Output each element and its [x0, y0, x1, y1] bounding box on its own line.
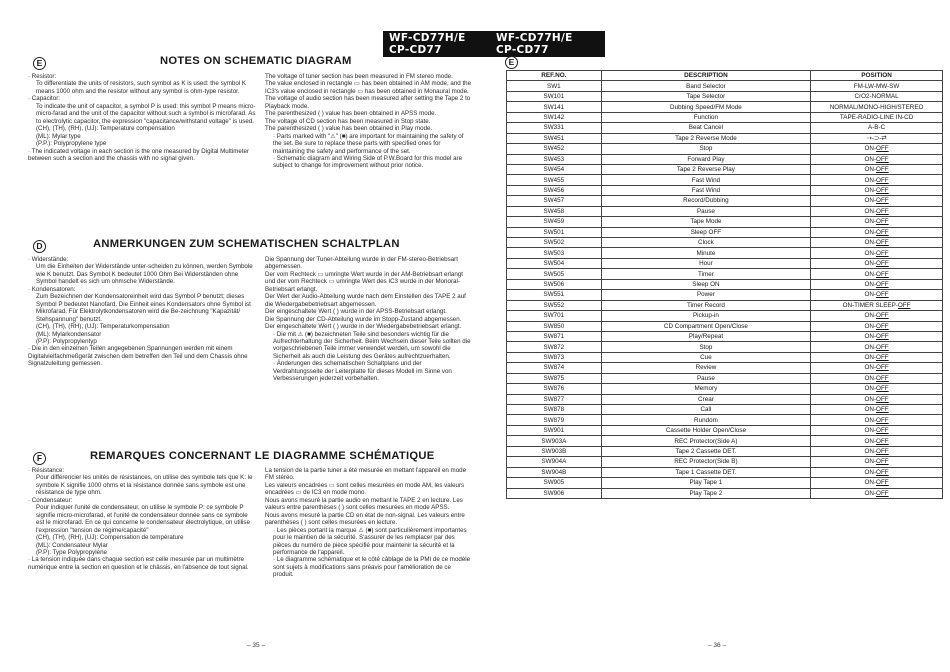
cell-position: ⇢-⊃-⇄: [811, 133, 943, 143]
cell-position: ON-OFF: [811, 352, 943, 362]
model-name: CP-CD77: [389, 43, 442, 56]
table-row: [507, 217, 943, 227]
cell-ref: SW701: [507, 311, 602, 321]
cell-description: Minute: [601, 248, 810, 258]
cell-ref: SW877: [507, 394, 602, 404]
cell-position: ON-OFF: [811, 227, 943, 237]
cell-ref: SW506: [507, 279, 602, 289]
language-badge-english: E: [33, 57, 46, 70]
cell-description: Pickup-in: [601, 311, 810, 321]
section-title-french: REMARQUES CONCERNANT LE DIAGRAMME SCHÉMATIQUE: [90, 450, 435, 462]
cell-position: ON-OFF: [811, 206, 943, 216]
cell-description: Sleep ON: [601, 279, 810, 289]
cell-description: Fast Wind: [601, 175, 810, 185]
section-title-german: ANMERKUNGEN ZUM SCHEMATISCHEN SCHALTPLAN: [93, 238, 400, 250]
column-header-position: POSITION: [811, 71, 943, 81]
cell-description: Stop: [601, 342, 810, 352]
table-row: [507, 488, 943, 498]
cell-position: A-B-C: [811, 123, 943, 133]
cell-description: Timer: [601, 269, 810, 279]
table-row: [507, 164, 943, 174]
table-row: [507, 112, 943, 122]
table-row: [507, 196, 943, 206]
cell-ref: SW874: [507, 363, 602, 373]
table-row: [507, 133, 943, 143]
cell-description: Function: [601, 112, 810, 122]
table-row: [507, 279, 943, 289]
cell-ref: SW904A: [507, 457, 602, 467]
cell-ref: SW457: [507, 196, 602, 206]
cell-description: Play Tape 1: [601, 478, 810, 488]
cell-description: Tape 2 Reverse Mode: [601, 133, 810, 143]
column-header-description: DESCRIPTION: [601, 71, 810, 81]
cell-position: ON-OFF: [811, 446, 943, 456]
cell-position: ON-OFF: [811, 425, 943, 435]
column-header-ref: REF.NO.: [507, 71, 602, 81]
model-name: WF-CD77H/E: [389, 32, 466, 44]
table-row: [507, 384, 943, 394]
switch-table: [506, 70, 943, 499]
cell-position: ON-OFF: [811, 154, 943, 164]
table-row: [507, 311, 943, 321]
cell-ref: SW454: [507, 164, 602, 174]
cell-description: Beat Cancel: [601, 123, 810, 133]
cell-ref: SW850: [507, 321, 602, 331]
table-row: [507, 238, 943, 248]
language-badge-french: F: [33, 452, 46, 465]
cell-ref: SW879: [507, 415, 602, 425]
language-badge-german: D: [33, 240, 46, 253]
model-name: CP-CD77: [496, 43, 549, 56]
cell-ref: SW459: [507, 217, 602, 227]
cell-position: ON-OFF: [811, 164, 943, 174]
cell-position: ON-OFF: [811, 405, 943, 415]
cell-description: Power: [601, 290, 810, 300]
cell-position: NORMAL/MONO-HIGH/STEREO: [811, 102, 943, 112]
cell-description: Cassette Holder Open/Close: [601, 425, 810, 435]
cell-description: Memory: [601, 384, 810, 394]
table-row: [507, 227, 943, 237]
cell-ref: SW875: [507, 373, 602, 383]
cell-ref: SW142: [507, 112, 602, 122]
cell-position: ON-OFF: [811, 467, 943, 477]
cell-ref: SW503: [507, 248, 602, 258]
cell-ref: SW904B: [507, 467, 602, 477]
language-badge-table: E: [505, 56, 518, 69]
cell-description: Tape 2 Cassette DET.: [601, 446, 810, 456]
table-row: [507, 478, 943, 488]
cell-ref: SW873: [507, 352, 602, 362]
table-row: [507, 425, 943, 435]
table-row: [507, 446, 943, 456]
cell-ref: SW905: [507, 478, 602, 488]
cell-ref: SW456: [507, 185, 602, 195]
notes-french-right: La tension de la partie tuner a été mesurée en mettant l'appareil en mode FM stéréo. Les valeurs encadrées ▭ sont celles mesurées en mode AM, les valeurs encadrées ▭ de IC3 en mode mono. Nous avons mesuré la partie audio en mettant le TAPE 2 en lecture. Les valeurs entre parenthèses ( ) sont celles mesurées en mode APSS. Nous avons mesuré la partie CD en état de non-signal. Les valeurs entre parenthèses ( ) sont celles mesurées en lecture. · Les pièces portant la marque ⚠ (■) sont particulièrement importantes pour le maintien de la sécurité. S'assurer de les remplacer par des pièces du numéro de pièce spécifié pour maintenir la sécurité et la performance de l'appareil. · Le diagramme schématique et le côté câblage de la PMI de ce modèle sont sujets à modifications sans préavis pour l'amélioration de ce produit.: [265, 467, 471, 579]
cell-position: ON-OFF: [811, 217, 943, 227]
cell-ref: SW452: [507, 144, 602, 154]
cell-position: TAPE-RADIO-LINE IN-CD: [811, 112, 943, 122]
table-row: [507, 206, 943, 216]
table-row: [507, 102, 943, 112]
cell-ref: SW502: [507, 238, 602, 248]
cell-position: ON-OFF: [811, 196, 943, 206]
cell-description: Sleep OFF: [601, 227, 810, 237]
table-row: [507, 248, 943, 258]
cell-position: ON-OFF: [811, 269, 943, 279]
cell-position: ON-OFF: [811, 363, 943, 373]
cell-description: Tape Mode: [601, 217, 810, 227]
notes-english-left: · Resistor: To differentiate the units of resistors, such symbol as K is used: the symbol K means 1000 ohm and the resistor without any symbol is ohm-type resistor. · Capacitor: To indicate the unit of capacitor, a symbol P is used: this symbol P means micro-micro-farad and the unit of the capacitor without such a symbol is microfarad. As to electrolytic capacitor, the expression "capacitance/withstand voltage" is used. (CH), (TH), (RH), (UJ): Temperature compensation (ML): Mylar type (P.P.): Polypropylene type · The indicated voltage in each section is the one measured by Digital Multimeter between such a section and the chassis with no signal given.: [28, 73, 256, 162]
cell-ref: SW906: [507, 488, 602, 498]
cell-description: Clock: [601, 238, 810, 248]
table-row: [507, 373, 943, 383]
cell-position: ON-OFF: [811, 478, 943, 488]
cell-description: Tape Selector: [601, 91, 810, 101]
cell-ref: SW878: [507, 405, 602, 415]
cell-description: Call: [601, 405, 810, 415]
table-row: [507, 331, 943, 341]
cell-position: ON-OFF: [811, 394, 943, 404]
table-row: [507, 91, 943, 101]
cell-ref: SW451: [507, 133, 602, 143]
cell-description: Crear: [601, 394, 810, 404]
notes-french-left: · Résistance: Pour différencier les unités de résistances, on utilise des symbole tels que K: le symbole K signifie 1000 ohms et la résistance donnée sans symbole est une résistance de type ohm. · Condensateur: Pour indiquer l'unité de condensateur, on utilise le symbole P: ce symbole P signifie micro-microfarad, et l'unité de condensateur donnée sans ce symbole est le microfarad. En ce qui concerne le condensateur électrolytique, on utilise l'expression "tension de régime/capacité" (CH), (TH), (RH), (UJ): Compensation de température (ML): Condensateur Mylar (P.P): Type Polypropylène · La tension indiquée dans chaque section est celle mesurée par un multimètre numérique entre la section en question et le châssis, en l'absence de tout signal.: [28, 467, 253, 571]
table-row: [507, 269, 943, 279]
cell-description: Pause: [601, 373, 810, 383]
table-row: [507, 436, 943, 446]
table-row: [507, 258, 943, 268]
cell-description: Stop: [601, 144, 810, 154]
page-number-right: – 36 –: [708, 642, 727, 649]
cell-position: ON-OFF: [811, 457, 943, 467]
cell-position: ON-OFF: [811, 175, 943, 185]
cell-ref: SW504: [507, 258, 602, 268]
table-row: [507, 352, 943, 362]
table-row: [507, 405, 943, 415]
cell-ref: SW872: [507, 342, 602, 352]
table-row: [507, 415, 943, 425]
cell-position: ON-OFF: [811, 373, 943, 383]
cell-ref: SW141: [507, 102, 602, 112]
table-header-row: [507, 71, 943, 81]
cell-description: CD Compartment Open/Close: [601, 321, 810, 331]
cell-description: Rundom: [601, 415, 810, 425]
cell-ref: SW903B: [507, 446, 602, 456]
notes-english-right: The voltage of tuner section has been measured in FM stereo mode. The value enclosed in rectangle ▭ has been obtained in AM mode, and the IC3's value enclosed in rectangle ▭ has been obtained in Monaural mode. The voltage of audio section has been measured after setting the Tape 2 to Playback mode. The parenthesized ( ) value has been obtained in APSS mode. The voltage of CD section has been measured in Stop state. The parenthesized ( ) value has been obtained in Play mode. · Parts marked with "⚠" (■) are important for maintaining the safety of the set. Be sure to replace these parts with specified ones for maintaining the safety and performance of the set. · Schematic diagram and Wiring Side of P.W.Board for this model are subject to change for improvement without prior notice.: [265, 73, 472, 170]
cell-ref: SW453: [507, 154, 602, 164]
model-label-right: [490, 31, 605, 57]
cell-description: Hour: [601, 258, 810, 268]
cell-position: ON-OFF: [811, 258, 943, 268]
cell-position: CrO2-NORMAL: [811, 91, 943, 101]
table-row: [507, 394, 943, 404]
notes-german-right: Die Spannung der Tuner-Abteilung wurde in der FM-stereo-Betriebsart abgemessen. Der vom Rechteck ▭ umringte Wert wurde in der AM-Betriebsart erlangt und der vom Rechteck ▭ umringte Wert des IC3 wurde in der Monoral-Betriebsart erlangt. Der Wert der Audio-Abteilung wurde nach dem Einstellen des TAPE 2 auf die Wiedergabebetriebsart abgemessen. Der eingeschaltete Wert ( ) wurde in der APSS-Betriebsart erlangt. Die Spannung der CD-Abteilung wurde im Stopp-Zustand abgemessen. Der eingeschaltete Wert ( ) wurde in der Wiedergabebetriebsart erlangt. · Die mit ⚠ (■) bezeichneten Teile sind besonders wichtig für die Aufrechterhaltung der Sicherheit. Beim Wechseln dieser Teile sollten die vorgeschriebenen Teile immer verwendet werden, um sowohl die Sicherheit als auch die Leistung des Gerätes aufrechtzuerhalten. · Änderungen des schematischen Schaltplans und der Verdrahtungsseite der Leiterplatte für dieses Modell im Sinne von Verbesserungen jederzeit vorbehalten.: [265, 256, 471, 383]
cell-position: FM-LW-MW-SW: [811, 81, 943, 91]
cell-description: Tape 1 Cassette DET.: [601, 467, 810, 477]
cell-position: ON-OFF: [811, 279, 943, 289]
table-row: [507, 144, 943, 154]
cell-ref: SW551: [507, 290, 602, 300]
table-row: [507, 342, 943, 352]
table-row: [507, 467, 943, 477]
table-row: [507, 300, 943, 310]
cell-description: Timer Record: [601, 300, 810, 310]
cell-description: Tape 2 Reverse Play: [601, 164, 810, 174]
notes-german-left: · Widerstände: Um die Einheiten der Widerstände unter-scheiden zu können, werden Symbole wie K benutzt. Das Symbol K bedeutet 1000 Ohm Bei Widerständen ohne Symbol handelt es sich um ohmsche Widerstände. · Kondensatoren: Zum Bezeichnen der Kondensatoreinheit wird das Symbol P benutzt; dieses Symbol P bedeutet Nanofard. Die Einheit eines Kondensators ohne Symbol ist Mikrofarad. Für Elektrolytkondensatoren wird die Be-zeichnung "Kapazität/ Stehspannung" benutzt. (CH), (TH), (RH), (UJ): Temperaturkompensation (ML): Mylarkondensator (P.P): Polypropylentyp · Die in den einzelnen Teilen angegebenen Spannungen werden mit einem Digitalvielfachmeßgerät zwischen dem betreffen den Teil und dem Chassis ohne Signalzuleitung gemessen.: [28, 256, 253, 368]
cell-description: Play/Repeat: [601, 331, 810, 341]
cell-position: ON-OFF: [811, 311, 943, 321]
cell-position: ON-OFF: [811, 248, 943, 258]
table-row: [507, 154, 943, 164]
table-row: [507, 185, 943, 195]
cell-position: ON-OFF: [811, 238, 943, 248]
model-label-left: [383, 31, 498, 57]
cell-ref: SW458: [507, 206, 602, 216]
cell-position: ON-OFF: [811, 331, 943, 341]
cell-description: Review: [601, 363, 810, 373]
cell-position: ON-TIMER SLEEP-OFF: [811, 300, 943, 310]
cell-description: Pause: [601, 206, 810, 216]
table-row: [507, 123, 943, 133]
cell-ref: SW552: [507, 300, 602, 310]
cell-description: Fast Wind: [601, 185, 810, 195]
cell-position: ON-OFF: [811, 384, 943, 394]
model-name: WF-CD77H/E: [496, 32, 573, 44]
cell-ref: SW101: [507, 91, 602, 101]
cell-ref: SW901: [507, 425, 602, 435]
cell-ref: SW331: [507, 123, 602, 133]
cell-description: Band Selector: [601, 81, 810, 91]
cell-position: ON-OFF: [811, 290, 943, 300]
cell-description: Play Tape 2: [601, 488, 810, 498]
cell-description: Cue: [601, 352, 810, 362]
table-row: [507, 81, 943, 91]
cell-ref: SW871: [507, 331, 602, 341]
cell-position: ON-OFF: [811, 144, 943, 154]
cell-ref: SW1: [507, 81, 602, 91]
cell-position: ON-OFF: [811, 415, 943, 425]
cell-description: REC Protector(Side A): [601, 436, 810, 446]
cell-description: Forward Play: [601, 154, 810, 164]
table-row: [507, 290, 943, 300]
cell-position: ON-OFF: [811, 321, 943, 331]
cell-position: ON-OFF: [811, 342, 943, 352]
table-row: [507, 457, 943, 467]
cell-ref: SW505: [507, 269, 602, 279]
cell-position: ON-OFF: [811, 436, 943, 446]
page-number-left: – 35 –: [247, 642, 266, 649]
table-row: [507, 363, 943, 373]
section-title-english: NOTES ON SCHEMATIC DIAGRAM: [160, 55, 352, 67]
cell-ref: SW501: [507, 227, 602, 237]
cell-position: ON-OFF: [811, 185, 943, 195]
cell-description: Record/Dubbing: [601, 196, 810, 206]
table-row: [507, 175, 943, 185]
cell-ref: SW876: [507, 384, 602, 394]
cell-description: Dubbing Speed/FM Mode: [601, 102, 810, 112]
table-row: [507, 321, 943, 331]
cell-ref: SW903A: [507, 436, 602, 446]
cell-position: ON-OFF: [811, 488, 943, 498]
cell-description: REC Protector(Side B): [601, 457, 810, 467]
cell-ref: SW455: [507, 175, 602, 185]
